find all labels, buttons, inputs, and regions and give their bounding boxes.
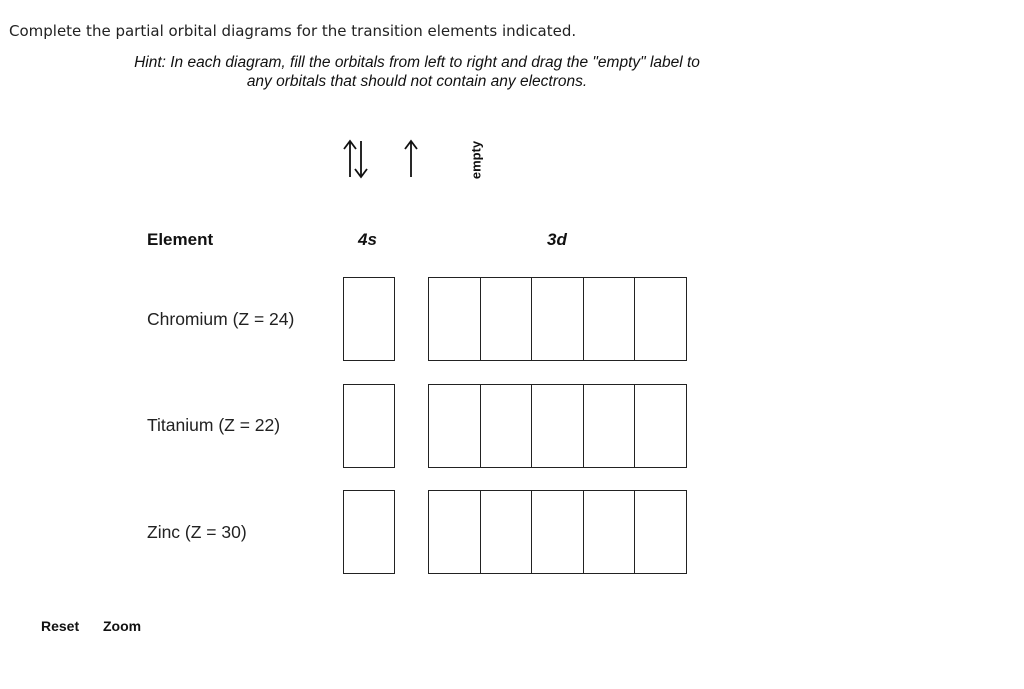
column-header-element: Element bbox=[147, 230, 214, 249]
titanium-3d-orbital-4[interactable] bbox=[584, 385, 636, 467]
single-electron-icon bbox=[400, 137, 422, 181]
titanium-3d-orbital-2[interactable] bbox=[481, 385, 533, 467]
hint-line-1: Hint: In each diagram, fill the orbitals from left to right and drag the "empty" label to bbox=[134, 54, 700, 71]
reset-button[interactable]: Reset bbox=[41, 618, 80, 634]
hint-text bbox=[110, 53, 724, 91]
element-label-titanium: Titanium (Z = 22) bbox=[147, 415, 281, 435]
titanium-3d-orbital-3[interactable] bbox=[532, 385, 584, 467]
element-label-chromium: Chromium (Z = 24) bbox=[147, 309, 295, 329]
paired-electrons-icon bbox=[341, 137, 369, 181]
zinc-3d-orbital-3[interactable] bbox=[532, 491, 584, 573]
zinc-3d-orbital-1[interactable] bbox=[429, 491, 481, 573]
zinc-3d-orbital-4[interactable] bbox=[584, 491, 636, 573]
chromium-4s-orbital[interactable] bbox=[343, 277, 395, 361]
paired-electrons-draggable[interactable] bbox=[341, 137, 369, 181]
empty-label-text: empty bbox=[468, 140, 484, 180]
element-label-zinc: Zinc (Z = 30) bbox=[147, 522, 247, 542]
column-header-3d: 3d bbox=[547, 230, 567, 249]
titanium-4s-orbital[interactable] bbox=[343, 384, 395, 468]
single-electron-draggable[interactable] bbox=[400, 137, 422, 181]
titanium-3d-orbital-5[interactable] bbox=[635, 385, 687, 467]
chromium-3d-orbital-1[interactable] bbox=[429, 278, 481, 360]
zoom-button[interactable]: Zoom bbox=[103, 618, 142, 634]
chromium-3d-orbital-2[interactable] bbox=[481, 278, 533, 360]
chromium-3d-orbitals bbox=[428, 277, 687, 361]
instruction-text: Complete the partial orbital diagrams for the transition elements indicated. bbox=[9, 22, 577, 40]
zinc-3d-orbital-2[interactable] bbox=[481, 491, 533, 573]
titanium-3d-orbitals bbox=[428, 384, 687, 468]
zinc-3d-orbitals bbox=[428, 490, 687, 574]
empty-label-draggable[interactable] bbox=[462, 134, 490, 186]
hint-line-2: any orbitals that should not contain any electrons. bbox=[246, 73, 588, 90]
zinc-4s-orbital[interactable] bbox=[343, 490, 395, 574]
chromium-3d-orbital-3[interactable] bbox=[532, 278, 584, 360]
titanium-3d-orbital-1[interactable] bbox=[429, 385, 481, 467]
column-header-4s: 4s bbox=[358, 230, 377, 249]
chromium-3d-orbital-4[interactable] bbox=[584, 278, 636, 360]
chromium-3d-orbital-5[interactable] bbox=[635, 278, 687, 360]
zinc-3d-orbital-5[interactable] bbox=[635, 491, 687, 573]
